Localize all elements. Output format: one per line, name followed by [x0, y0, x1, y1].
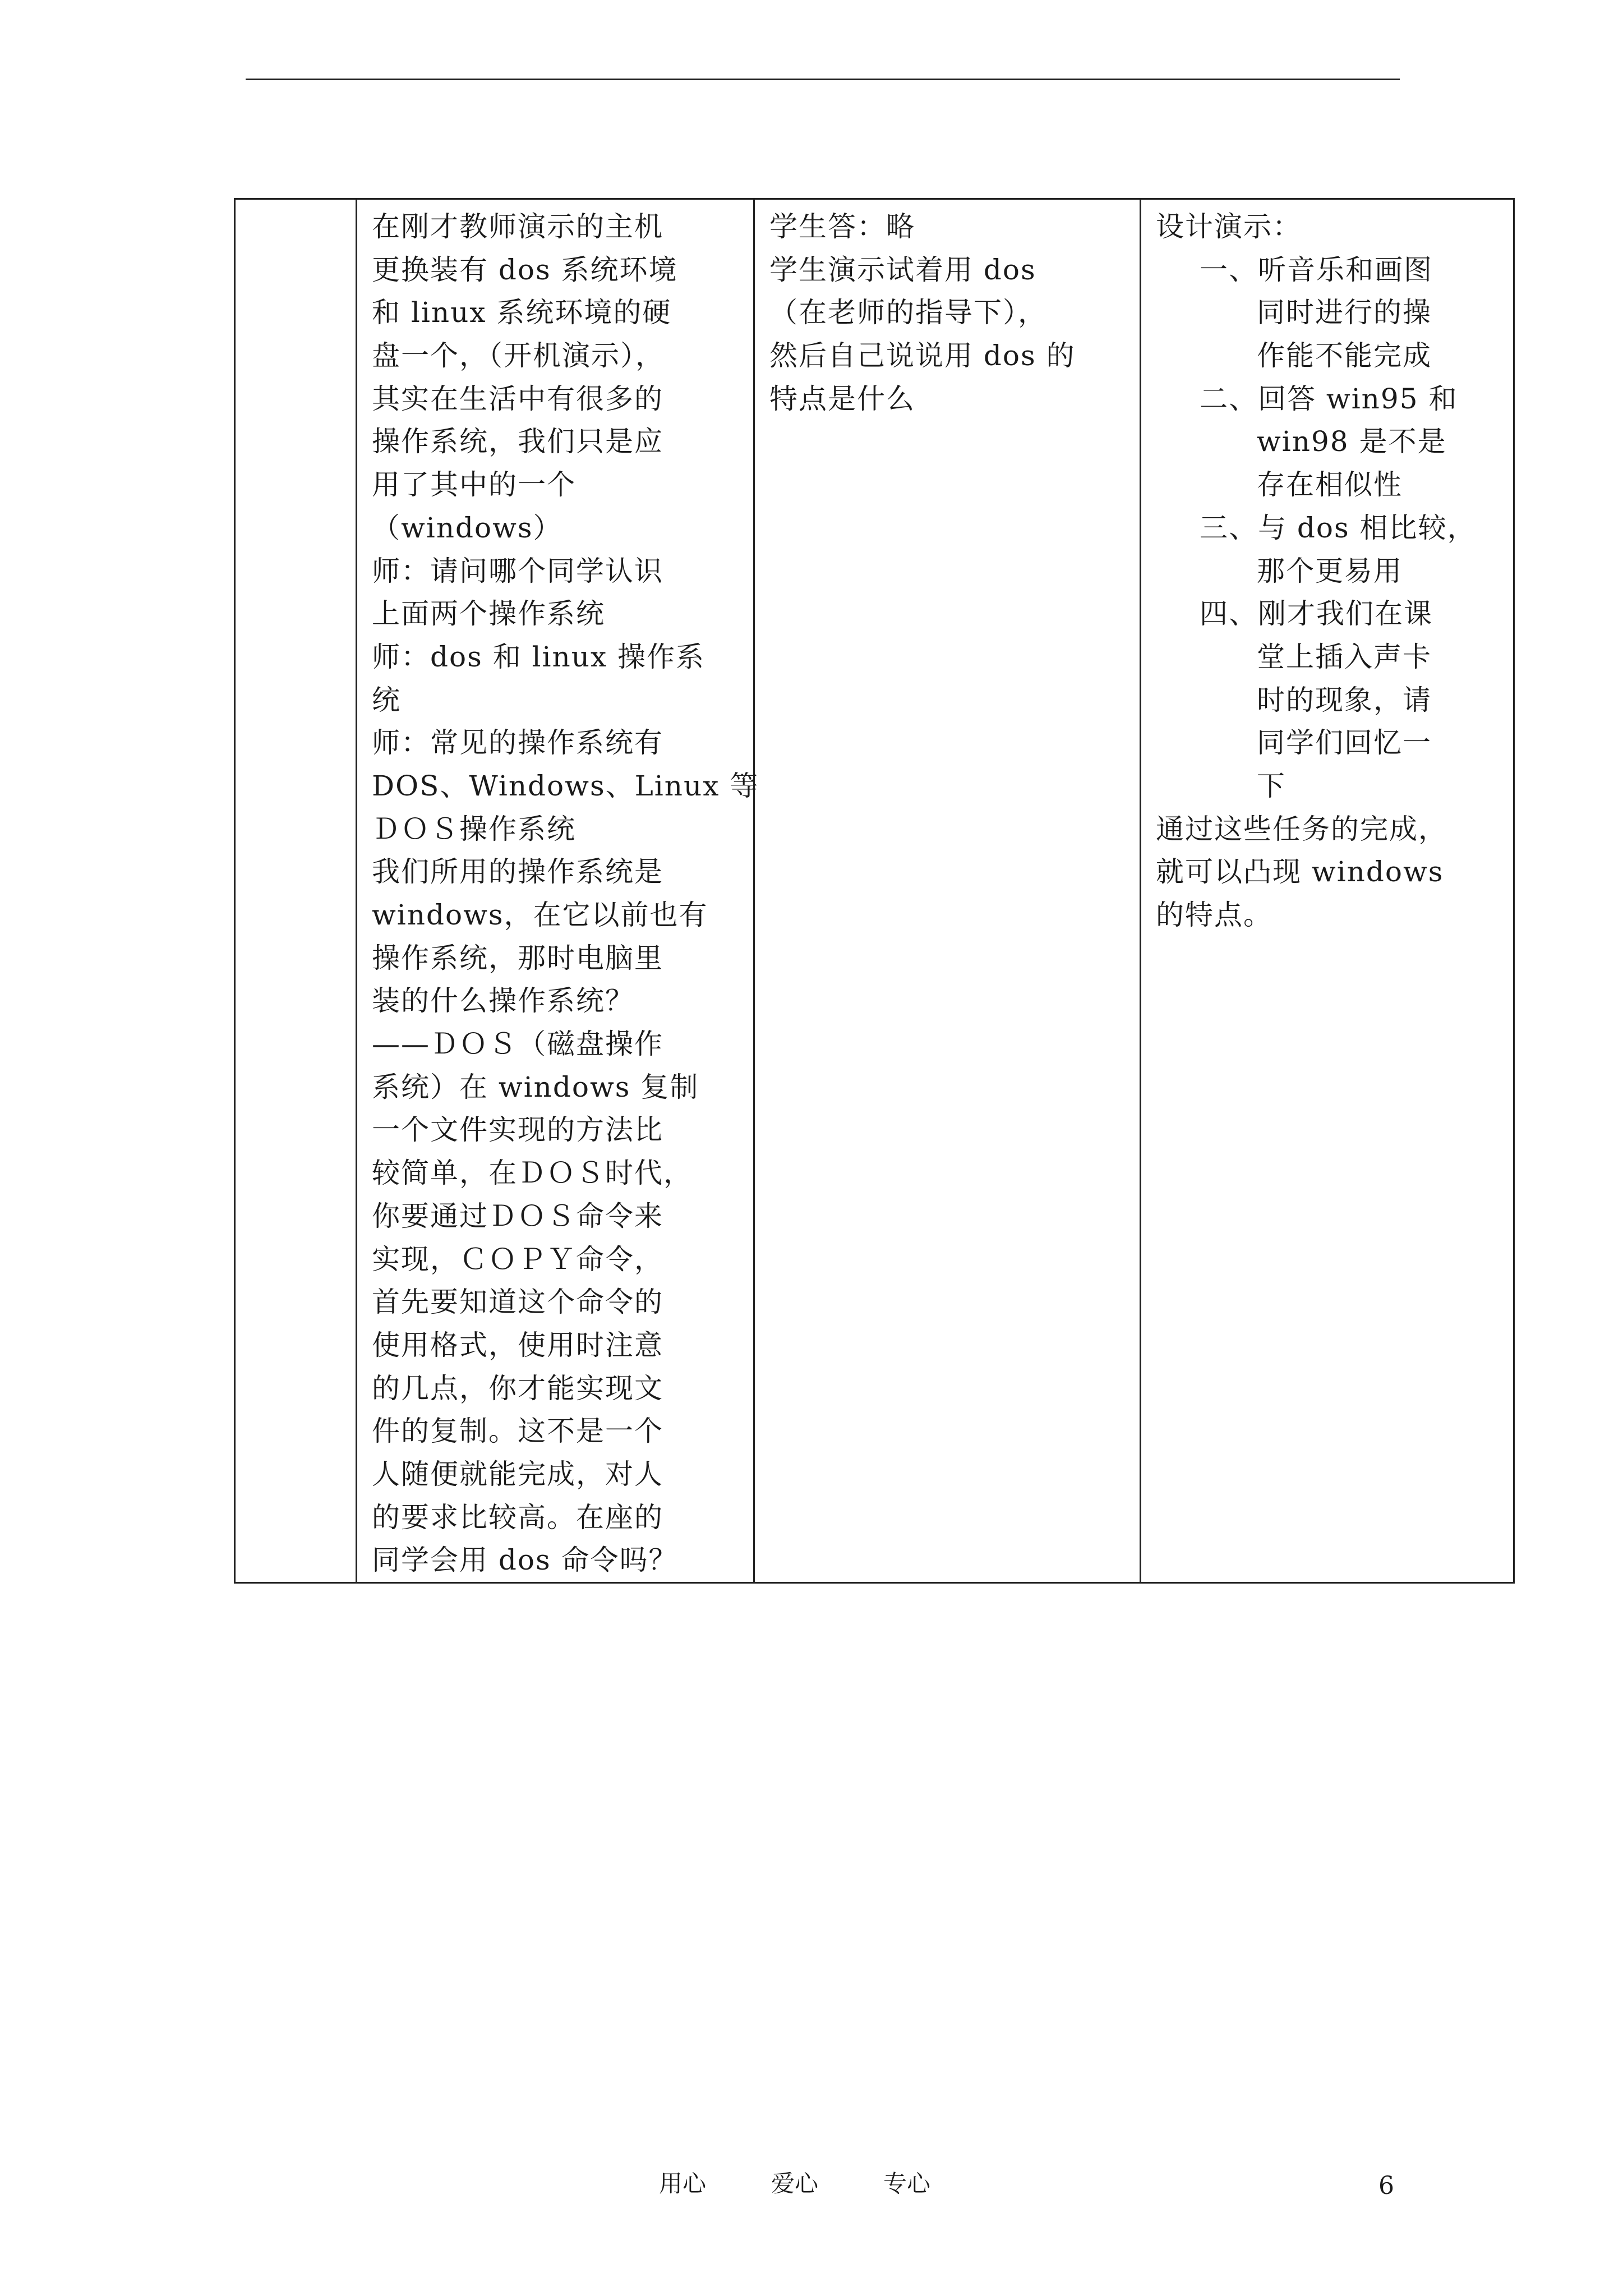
text-line: 师：请问哪个同学认识: [372, 554, 663, 587]
text-line: ——ＤＯＳ（磁盘操作: [372, 1028, 663, 1061]
text-line: 首先要知道这个命令的: [372, 1286, 663, 1319]
design-item-head: 一、听音乐和画图: [1200, 253, 1433, 286]
footer-text: 用心: [659, 2170, 707, 2197]
text-line: 在刚才教师演示的主机: [372, 210, 663, 243]
text-line: 用了其中的一个: [372, 468, 576, 501]
text-line: 同学会用 dos 命令吗？: [372, 1544, 678, 1577]
footer-text: 爱心: [771, 2170, 819, 2197]
design-item-text: 作能不能完成: [1257, 339, 1432, 372]
text-line: 特点是什么: [769, 382, 915, 415]
text-line: （在老师的指导下），: [769, 296, 1047, 329]
text-line: 学生演示试着用 dos: [769, 253, 1036, 286]
text-line: （windows）: [372, 511, 562, 544]
design-item-text: 同学们回忆一: [1257, 726, 1432, 760]
design-item-head: 四、刚才我们在课: [1200, 597, 1433, 631]
teacher-activity-cell: [357, 199, 759, 1583]
text-line: 实现，ＣＯＰＹ命令，: [372, 1243, 663, 1276]
page-number: 6: [1378, 2171, 1394, 2200]
text-line: 的要求比较高。在座的: [372, 1501, 663, 1534]
text-line: 较简单，在ＤＯＳ时代，: [372, 1157, 693, 1190]
text-line: 一个文件实现的方法比: [372, 1114, 663, 1147]
text-line: 上面两个操作系统: [372, 597, 605, 631]
text-line: 师：常见的操作系统有: [372, 726, 663, 760]
empty-cell: [235, 199, 357, 1583]
text-line: 盘一个，（开机演示），: [372, 339, 665, 372]
text-line: 使用格式，使用时注意: [372, 1328, 663, 1361]
header-rule: [246, 79, 1400, 80]
text-line: 然后自己说说用 dos 的: [769, 339, 1076, 372]
design-summary-line: 通过这些任务的完成，: [1156, 812, 1447, 845]
design-item-text: 那个更易用: [1257, 554, 1403, 587]
footer-text: 专心: [883, 2170, 931, 2197]
table-row: [235, 199, 1514, 1583]
design-title: 设计演示：: [1156, 210, 1302, 243]
text-line: 我们所用的操作系统是: [372, 855, 663, 889]
design-item-text: 存在相似性: [1257, 468, 1403, 501]
student-activity-cell: [754, 199, 1141, 1583]
text-line: 人随便就能完成，对人: [372, 1457, 663, 1490]
text-line: windows，在它以前也有: [372, 899, 708, 931]
design-item-text: 同时进行的操: [1257, 296, 1432, 329]
design-item-head: 三、与 dos 相比较，: [1200, 511, 1477, 544]
text-line: 的几点，你才能实现文: [372, 1372, 663, 1405]
text-line: 装的什么操作系统？: [372, 984, 634, 1018]
text-line: 统: [372, 683, 401, 716]
text-line: 件的复制。这不是一个: [372, 1415, 663, 1448]
text-line: ＤＯＳ操作系统: [372, 812, 576, 845]
design-item-text: 下: [1257, 769, 1286, 802]
design-intent-cell: [1141, 199, 1514, 1583]
text-line: 更换装有 dos 系统环境: [372, 253, 678, 286]
text-line: 操作系统，那时电脑里: [372, 941, 663, 974]
text-line: 操作系统，我们只是应: [372, 425, 663, 458]
lesson-table: [234, 198, 1515, 1584]
text-line: 其实在生活中有很多的: [372, 382, 663, 415]
text-line: 和 linux 系统环境的硬: [372, 296, 672, 329]
text-line: 学生答：略: [769, 210, 915, 243]
design-item-text: win98 是不是: [1257, 425, 1447, 458]
design-summary-line: 就可以凸现 windows: [1156, 855, 1444, 889]
text-line: 系统）在 windows 复制: [372, 1070, 699, 1103]
design-item-text: 时的现象，请: [1257, 683, 1432, 716]
design-item-text: 堂上插入声卡: [1257, 640, 1432, 673]
text-line: 师：dos 和 linux 操作系: [372, 640, 706, 673]
design-item-head: 二、回答 win95 和: [1200, 382, 1458, 415]
design-summary-line: 的特点。: [1156, 899, 1272, 931]
text-line: 你要通过ＤＯＳ命令来: [372, 1199, 663, 1232]
text-line: DOS、Windows、Linux 等: [372, 769, 759, 802]
